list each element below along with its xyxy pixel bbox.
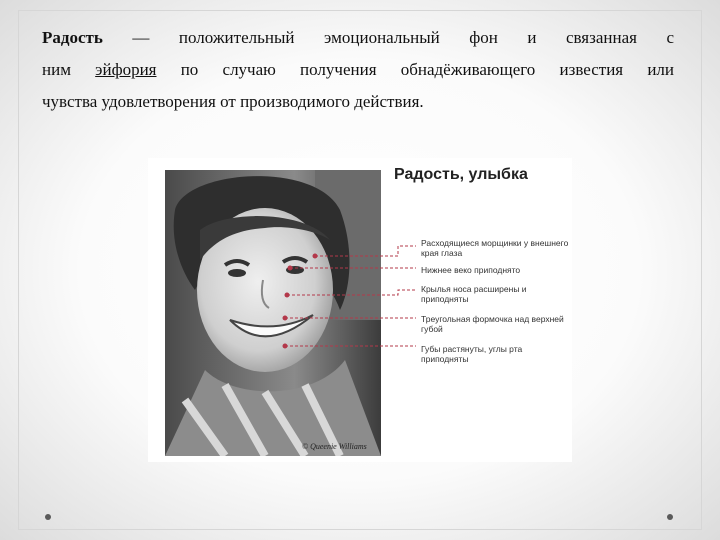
corner-dot-right — [667, 514, 673, 520]
smiling-woman-photo — [165, 170, 381, 456]
term-joy: Радость — [42, 28, 103, 47]
euphoria-link[interactable]: эйфория — [95, 60, 157, 79]
photo-credit: © Queenie Williams — [302, 442, 367, 451]
portrait-illustration — [165, 170, 381, 456]
note-lips-stretched: Губы растянуты, углы рта приподняты — [421, 344, 523, 364]
corner-dot-left — [45, 514, 51, 520]
paragraph-line-2 — [42, 54, 674, 86]
note-nostrils: Крылья носа расширены и приподняты — [421, 284, 527, 304]
line2-text: по случаю получения обнадёживающего известия или — [156, 60, 675, 79]
paragraph-line-1 — [42, 22, 674, 54]
definition-paragraph — [42, 22, 674, 118]
paragraph-line-3: чувства удовлетворения от производимого действия. — [42, 92, 424, 111]
figure-title: Радость, улыбка — [394, 166, 528, 183]
line1-text: — положительный эмоциональный фон и связанная с — [102, 28, 674, 47]
line2-start: ним — [42, 60, 96, 79]
smile-figure — [148, 158, 572, 462]
note-upper-lip: Треугольная формочка над верхней губой — [421, 314, 564, 334]
note-eye-wrinkles: Расходящиеся морщинки у внешнего края глаза — [421, 238, 569, 258]
note-lower-eyelid: Нижнее веко приподнято — [421, 265, 521, 275]
